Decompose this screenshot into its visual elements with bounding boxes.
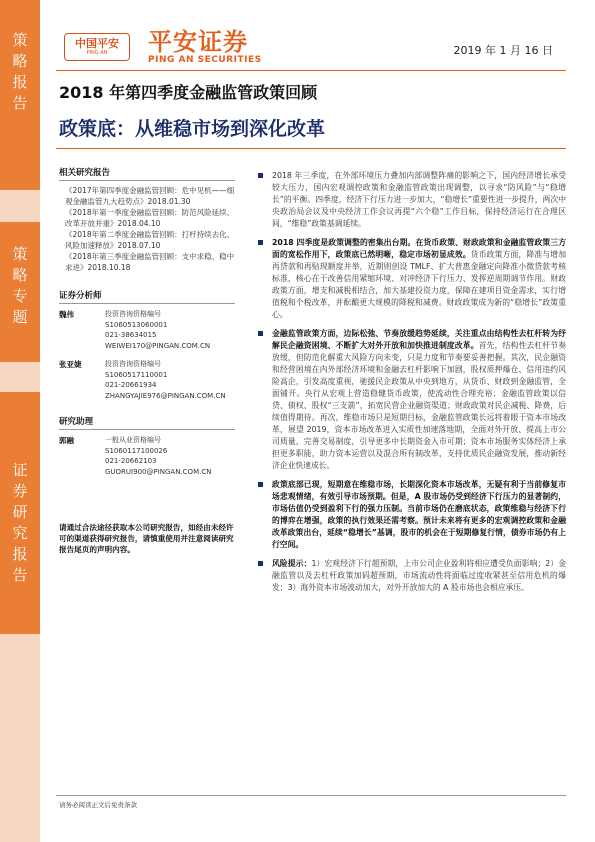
- qualification-label: 投资咨询资格编号: [105, 310, 161, 318]
- analyst-name: 魏伟: [59, 310, 74, 319]
- assistants-heading: 研究助理: [59, 415, 235, 430]
- left-column: [59, 166, 235, 485]
- summary-paragraph: [258, 170, 566, 230]
- side-char: 题: [12, 308, 28, 326]
- logo-box-cn: 中国平安: [75, 36, 119, 50]
- side-char: 告: [12, 94, 28, 112]
- analyst-name: 张亚婕: [59, 360, 82, 369]
- side-char: 略: [12, 266, 28, 284]
- side-block-research: [0, 392, 40, 634]
- email-address[interactable]: WEIWEI170@PINGAN.COM.CN: [105, 341, 211, 350]
- paragraph-text: 首先，结构性去杠杆节奏放缓，但防范化解重大风险方向未变，只是力度和节奏要妥善把握。其次，民企融资和经营困境在内外部经济环境和金融去杠杆影响下加剧，股权质押爆仓、信用违约风险高企，引发高度重视，驰援民企政策从中央到地方，从货币、财政到金融监管，全面铺开。央行从宏观上营造稳健货币政策，使流动性合理充裕；金融监管政策以信贷、债权、股权“三支箭”，拓宽民营企业融资渠道；财政政策对民企减税、降费，后续值得期待。再次，维稳市场只是短期目标，金融监管政策长远将着眼于资本市场改革，展望 2019，资本市场改革进入实质性加速落地期，全面对外开放、提高上市公司质量，完善交易制度，引导更多中长期资金入市可期；资本市场服务实体经济上承担更多职能，助力资本运营以及混合所有制改革，支持优质民企融资发展，推动新经济企业快速成长。: [272, 341, 567, 470]
- brand-name: [148, 29, 262, 65]
- title-divider: [56, 148, 566, 149]
- phone-number: 021-20661934: [105, 381, 157, 389]
- related-report-item[interactable]: 《2018年第一季度金融监管回顾：防范风险延续、改革开放并重》2018.04.10: [65, 208, 235, 228]
- footer-divider: [56, 795, 566, 796]
- paragraph-text: 货币政策方面，降准与增加再贷款和再贴现额度并举，近期则创设 TMLF、扩大普惠金融定向降准小微贷款考核标准，核心在于改善信用紧缩环境、对冲经济下行压力、发挥逆周期调节作用。财政政策方面，增支和减税相结合，加大基建投资力度，保障在建项目资金需求，实行增值税和个税改革，并酝酿更大规模的降税和减费。财政政策成为新的“稳增长”政策重心。: [272, 250, 566, 319]
- analyst-entry: [59, 309, 235, 351]
- analysts-heading: 证券分析师: [59, 289, 235, 304]
- side-char: 报: [12, 545, 28, 563]
- risk-warning: [258, 558, 566, 594]
- qualification-number: S1060513060001: [105, 320, 168, 329]
- side-block-report-type: [0, 0, 40, 190]
- report-subtitle: 政策底：从维稳市场到深化改革: [59, 118, 326, 140]
- reading-disclaimer: 请通过合法途径获取本公司研究报告，如经由未经许可的渠道获得研究报告，请慎重使用并注意阅读研究报告尾页的声明内容。: [59, 523, 234, 554]
- qualification-label: 投资咨询资格编号: [105, 360, 161, 368]
- side-label-securities-research: [0, 460, 40, 586]
- side-band: [0, 0, 40, 842]
- analyst-entry: [59, 359, 235, 401]
- related-report-item[interactable]: 《2018年第二季度金融监管回顾：打杆持续去化、风险加速释放》2018.07.10: [65, 230, 235, 250]
- qualification-label: 一般从业资格编号: [105, 436, 161, 444]
- side-char: 研: [12, 503, 28, 521]
- brand-name-en: PING AN SECURITIES: [148, 55, 262, 65]
- summary-paragraph: [258, 479, 566, 551]
- company-logo: [64, 30, 262, 64]
- side-char: 策: [12, 245, 28, 263]
- brand-name-cn: 平安证券: [148, 28, 248, 56]
- paragraph-lead: 金融监管政策方面，边际松弛、节奏放缓趋势延续，关注重点由结构性去杠杆转为纾解民企融资困境、不断扩大对外开放和加快推进制度改革。: [272, 329, 566, 350]
- side-label-strategy-report: [0, 30, 40, 114]
- paragraph-lead: 2018 四季度是政策调整的密集出台期。在货币政策、财政政策和金融监管政策三方面的宽松作用下，政策底已然明晰，稳定市场初显成效。: [272, 238, 566, 259]
- side-char: 究: [12, 524, 28, 542]
- paragraph-text: 2018 年三季度，在外部环境压力叠加内部调整阵痛的影响之下，国内经济增长承受较大压力，国内宏观调控政策和金融监管政策出现调整，以寻求“防风险”与“稳增长”的平衡。四季度，经济下行压力进一步加大，“稳增长”重要性进一步提升，两次中央政治局会议及中央经济工作会议再提“六个稳”工作目标，保持经济运行在合理区间，“维稳”政策基调延续。: [272, 171, 566, 228]
- related-report-item[interactable]: 《2018年第三季度金融监管回顾：支中求稳、稳中求进》2018.10.18: [65, 252, 235, 272]
- related-report-item[interactable]: 《2017年第四季度金融监管回顾：危中见机——细观金融监管九大趋势点》2018.01.30: [65, 186, 235, 206]
- qualification-number: S1060117100026: [105, 446, 168, 455]
- side-char: 证: [12, 461, 28, 479]
- side-char: 策: [12, 31, 28, 49]
- phone-number: 021-20662103: [105, 457, 157, 465]
- side-char: 专: [12, 287, 28, 305]
- summary-paragraph: [258, 328, 566, 472]
- summary-paragraph: [258, 237, 566, 321]
- side-char: 券: [12, 482, 28, 500]
- assistant-entry: [59, 435, 235, 477]
- analyst-info: [105, 309, 210, 351]
- assistant-info: [105, 435, 211, 477]
- side-char: 略: [12, 52, 28, 70]
- side-char: 告: [12, 566, 28, 584]
- header-divider: [56, 70, 566, 71]
- related-reports-heading: 相关研究报告: [59, 166, 235, 181]
- ping-an-logo-box: [64, 33, 130, 61]
- side-label-strategy-topic: [0, 244, 40, 328]
- side-char: 报: [12, 73, 28, 91]
- email-address[interactable]: ZHANGYAJIE976@PINGAN.COM.CN: [105, 391, 226, 400]
- logo-box-en: PING AN: [86, 49, 108, 56]
- footer-disclaimer: 请务必阅读正文后免责条款: [59, 801, 137, 809]
- related-reports-list: [59, 186, 235, 273]
- paragraph-lead: 风险提示：: [272, 559, 312, 568]
- side-block-topic: [0, 222, 40, 362]
- main-content: [258, 170, 566, 601]
- email-address[interactable]: GUORUI900@PINGAN.COM.CN: [105, 467, 212, 476]
- phone-number: 021-38634015: [105, 331, 157, 339]
- paragraph-text: 1）宏观经济下行超预期，上市公司企业盈利将相应遭受负面影响；2）金融监管以及去杠杆政策加码超预期，市场流动性将面临过度收紧甚至信用危机的爆发；3）海外资本市场波动加大，对外开放加大的 A 股市场也会相应承压。: [272, 559, 567, 592]
- report-title: 2018 年第四季度金融监管政策回顾: [59, 83, 318, 102]
- assistant-name: 郭融: [59, 436, 74, 445]
- qualification-number: S1060517110001: [105, 370, 168, 379]
- paragraph-lead: 政策底部已现，短期意在维稳市场，长期深化资本市场改革，无疑有利于当前修复市场悲观情绪，有效引导市场预期。但是，A 股市场仍受到经济下行压力的显著制约，市场估值仍受到盈利下行的强力压制。当前市场仍在磨底状态，政策维稳与经济下行的博弈在增强，政策的执行效果还需考察。预计未来将有更多的宏观调控政策和金融改革政策出台，延续“稳增长”基调，股市的机会在于短期修复行情，债券市场仍有上行空间。: [272, 480, 566, 549]
- analyst-info: [105, 359, 226, 401]
- report-date: 2019 年 1 月 16 日: [453, 44, 553, 57]
